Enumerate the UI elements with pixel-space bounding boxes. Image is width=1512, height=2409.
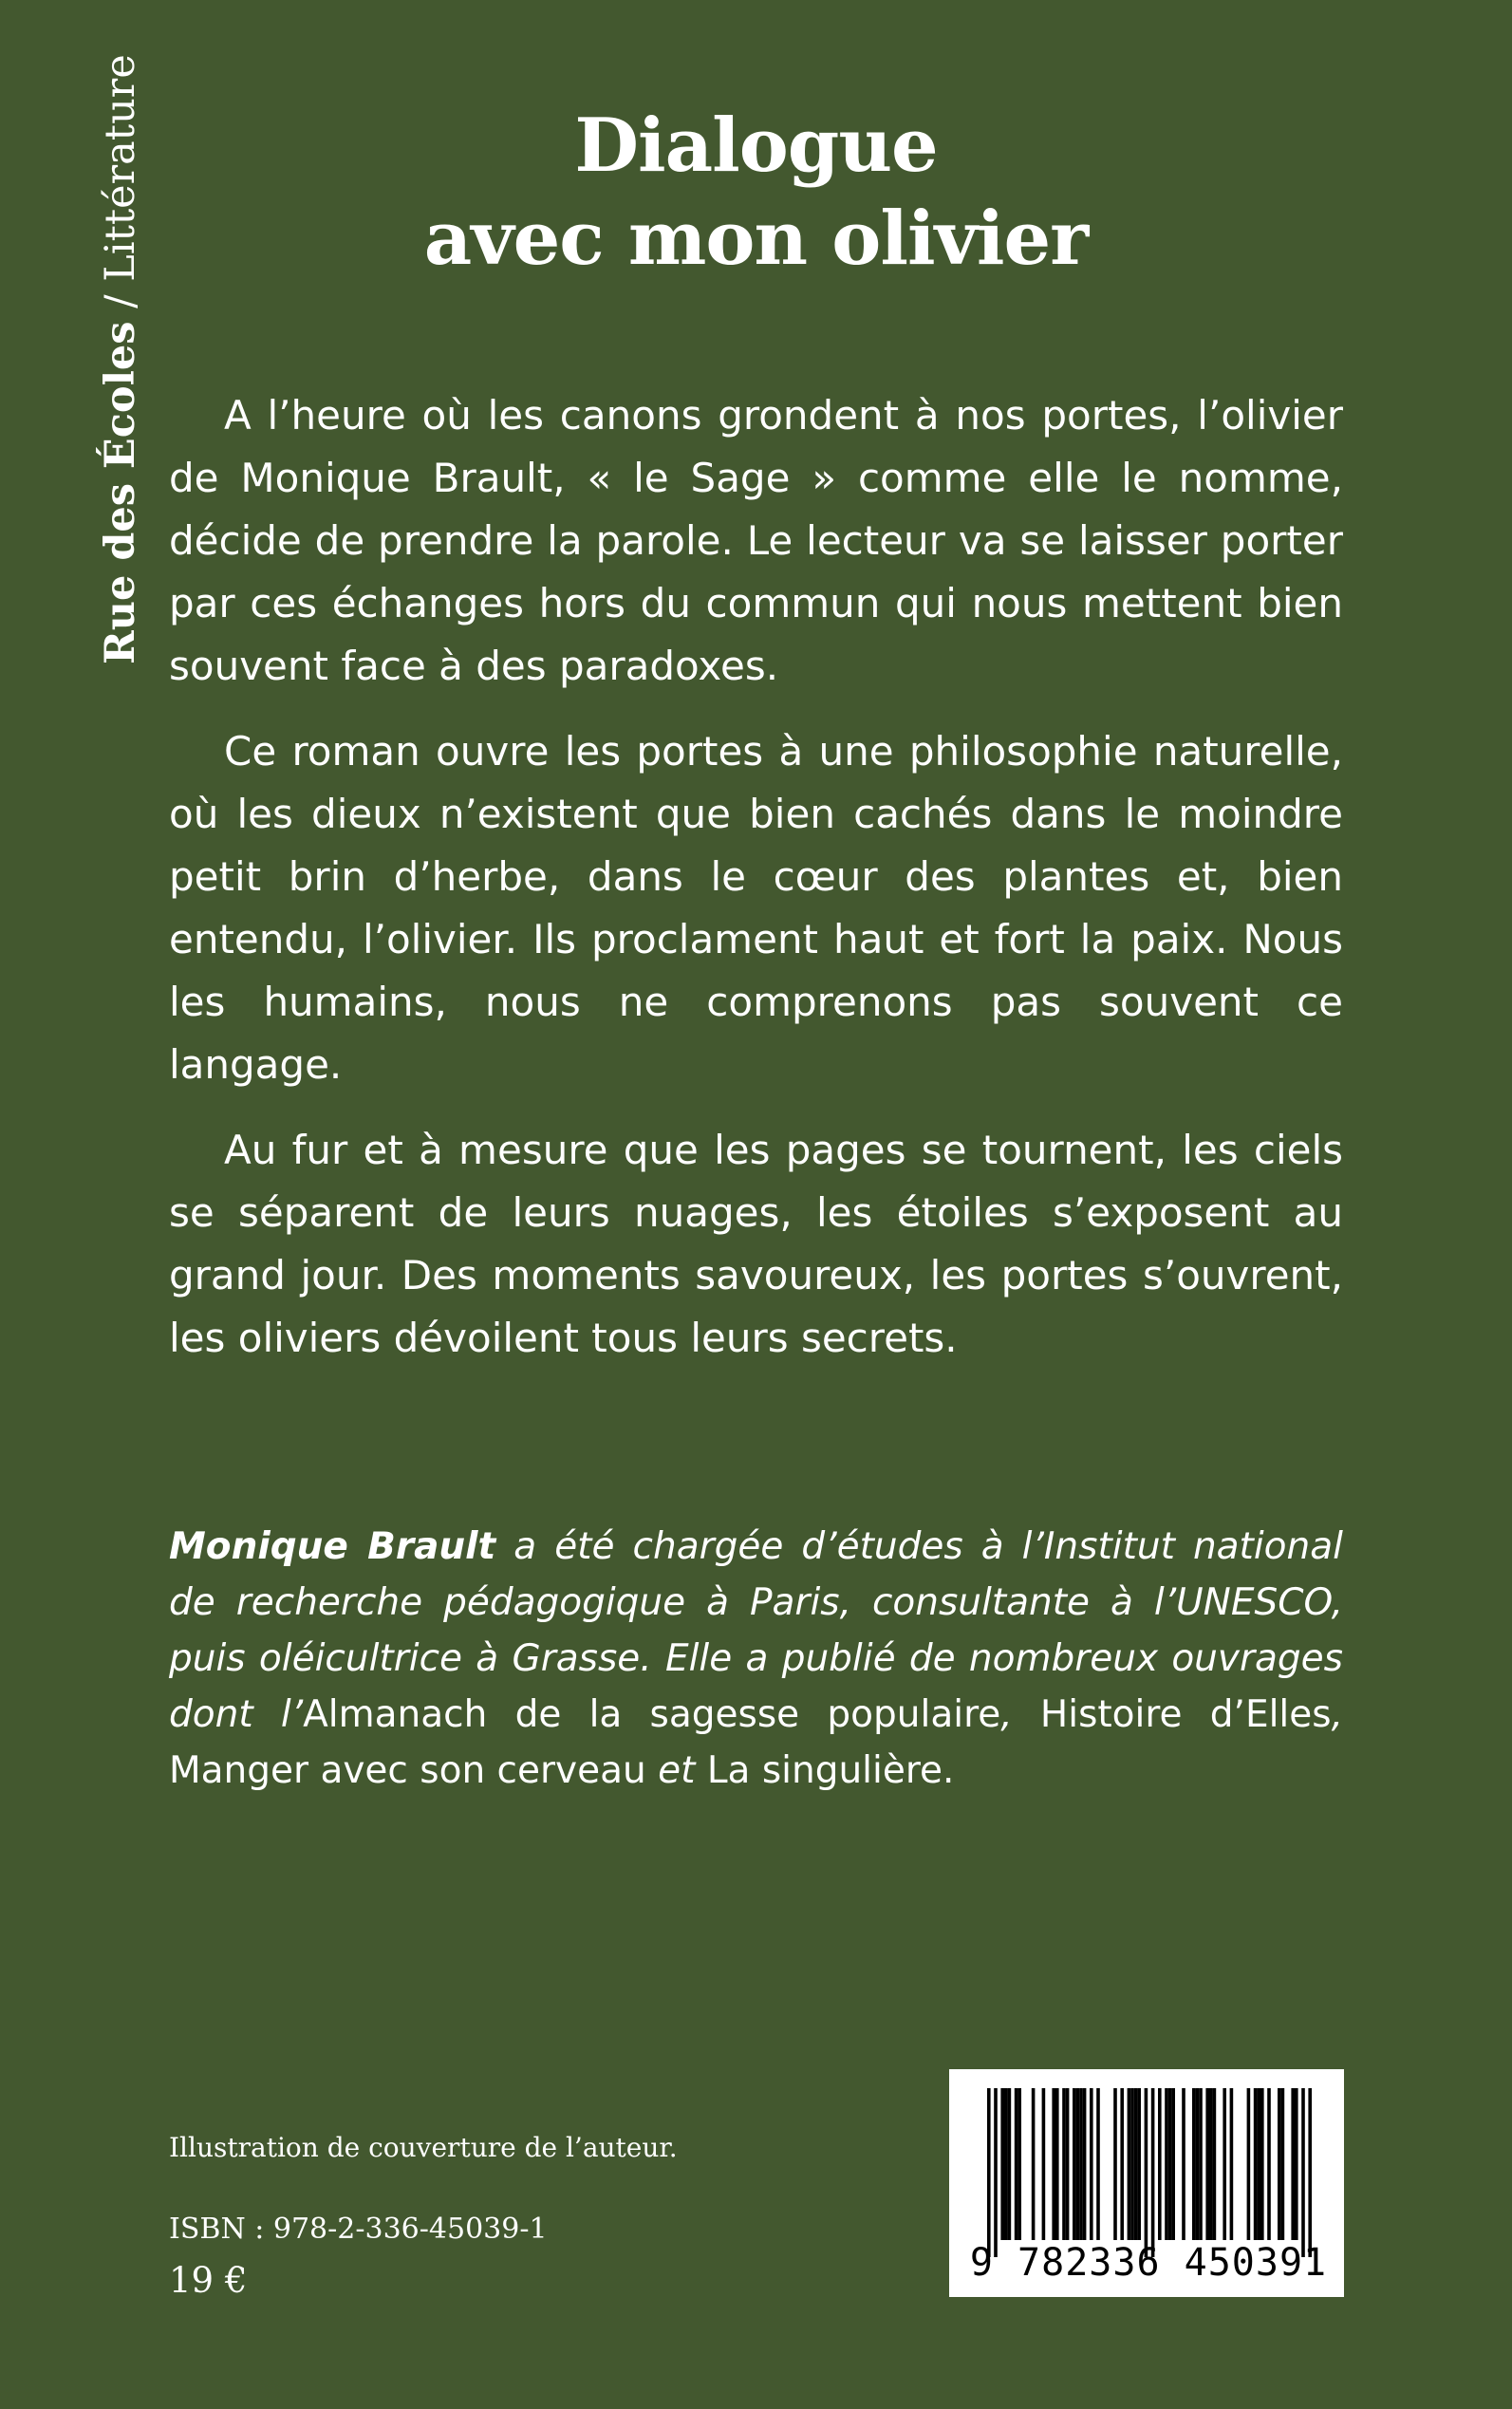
barcode-bar: [1308, 2088, 1312, 2257]
barcode-bar: [1213, 2088, 1217, 2240]
barcode-bar: [1042, 2088, 1046, 2240]
author-name: Monique Brault: [169, 1525, 496, 1568]
barcode-bar: [1295, 2088, 1298, 2240]
barcode-bar: [1113, 2088, 1117, 2240]
blurb: [169, 384, 1343, 1392]
work-title: Almanach de la sagesse populaire: [303, 1693, 1001, 1736]
barcode-bar: [1230, 2088, 1234, 2240]
work-title: La singulière: [706, 1749, 943, 1792]
barcode-bar: [1257, 2088, 1260, 2240]
barcode: [949, 2069, 1344, 2297]
barcode-bar: [1165, 2088, 1168, 2240]
work-title: Histoire d’Elles: [1039, 1693, 1332, 1736]
barcode-bar: [1130, 2088, 1134, 2240]
barcode-bar: [1182, 2088, 1185, 2240]
barcode-bar: [1151, 2088, 1155, 2257]
spine-separator: /: [97, 281, 144, 322]
barcode-bar: [1247, 2088, 1251, 2240]
barcode-bar: [1137, 2088, 1141, 2240]
blurb-paragraph-2: Ce roman ouvre les portes à une philosophie naturelle, où les dieux n’existent que bien cachés dans le moindre petit brin d’herbe, dans le cœur des plantes et, bien entendu, l’olivier. Ils proclament haut et fort la paix. Nous les humains, nous ne comprenons pas souvent ce langage.: [169, 728, 1343, 1088]
barcode-bar: [1015, 2088, 1018, 2240]
barcode-bar: [1062, 2088, 1066, 2240]
barcode-digits: 9 782336 450391: [969, 2241, 1328, 2285]
collection-name: Littérature: [97, 54, 144, 282]
bio-text: a été chargée d’études à l’Institut national de recherche pédagogique à Paris, consultante à l’UNESCO, puis oléicultrice à Grasse. Elle a publié de nombreux ouvrages dont l’: [169, 1525, 1343, 1736]
illustration-credit: Illustration de couverture de l’auteur.: [169, 2132, 678, 2163]
barcode-bar: [1079, 2088, 1083, 2240]
barcode-bar: [1196, 2088, 1200, 2240]
title-line-2: avec mon olivier: [423, 196, 1089, 282]
barcode-bar: [1000, 2088, 1004, 2240]
barcode-bar: [1017, 2088, 1021, 2240]
book-title: [169, 100, 1343, 286]
barcode-bar: [1192, 2088, 1196, 2240]
barcode-bar: [1128, 2088, 1131, 2240]
blurb-paragraph-3: Au fur et à mesure que les pages se tournent, les ciels se séparent de leurs nuages, les étoiles s’exposent au grand jour. Des moments savoureux, les portes s’ouvrent, les oliviers dévoilent tous leurs secrets.: [169, 1127, 1343, 1361]
barcode-bar: [1055, 2088, 1059, 2240]
spine-text: [97, 54, 144, 664]
work-title: Manger avec son cerveau: [169, 1749, 646, 1792]
bio-conjunction: et: [645, 1749, 707, 1792]
barcode-bar: [1008, 2088, 1012, 2240]
barcode-bar: [1223, 2088, 1226, 2240]
price: 19 €: [169, 2260, 248, 2301]
bio-separator: ,: [1331, 1693, 1343, 1736]
barcode-bar: [987, 2088, 991, 2257]
barcode-bar: [1076, 2088, 1080, 2240]
barcode-bar: [1205, 2088, 1209, 2240]
barcode-bar: [1090, 2088, 1093, 2240]
barcode-bar: [1158, 2088, 1162, 2240]
barcode-bar: [1032, 2088, 1036, 2240]
barcode-bar: [1209, 2088, 1213, 2240]
barcode-bar: [1145, 2088, 1148, 2257]
barcode-bar: [1073, 2088, 1076, 2240]
barcode-bar: [1199, 2088, 1203, 2240]
barcode-bar: [1278, 2088, 1281, 2240]
bio-separator: ,: [1000, 1693, 1040, 1736]
barcode-bar: [1083, 2088, 1087, 2240]
barcode-bar: [1281, 2088, 1285, 2240]
barcode-bar: [1066, 2088, 1070, 2240]
isbn: ISBN : 978-2-336-45039-1: [169, 2213, 548, 2246]
barcode-bar: [1134, 2088, 1138, 2240]
barcode-bar: [1120, 2088, 1124, 2240]
barcode-bar: [994, 2088, 998, 2257]
barcode-bar: [1171, 2088, 1175, 2240]
barcode-bar: [1168, 2088, 1172, 2240]
barcode-bar: [1267, 2088, 1271, 2240]
barcode-bar: [1254, 2088, 1258, 2240]
barcode-bar: [1004, 2088, 1008, 2240]
barcode-bar: [1052, 2088, 1055, 2240]
barcode-bar: [1260, 2088, 1264, 2240]
bio-end: .: [943, 1749, 955, 1792]
author-bio: [169, 1519, 1343, 1799]
series-name: Rue des Écoles: [97, 321, 144, 664]
barcode-bar: [1301, 2088, 1305, 2257]
barcode-bar: [1096, 2088, 1100, 2240]
title-line-1: Dialogue: [574, 103, 938, 189]
barcode-bar: [1291, 2088, 1295, 2240]
blurb-paragraph-1: A l’heure où les canons grondent à nos portes, l’olivier de Monique Brault, « le Sage » comme elle le nomme, décide de prendre la parole. Le lecteur va se laisser porter par ces échanges hors du commun qui nous mettent bien souvent face à des paradoxes.: [169, 392, 1343, 689]
